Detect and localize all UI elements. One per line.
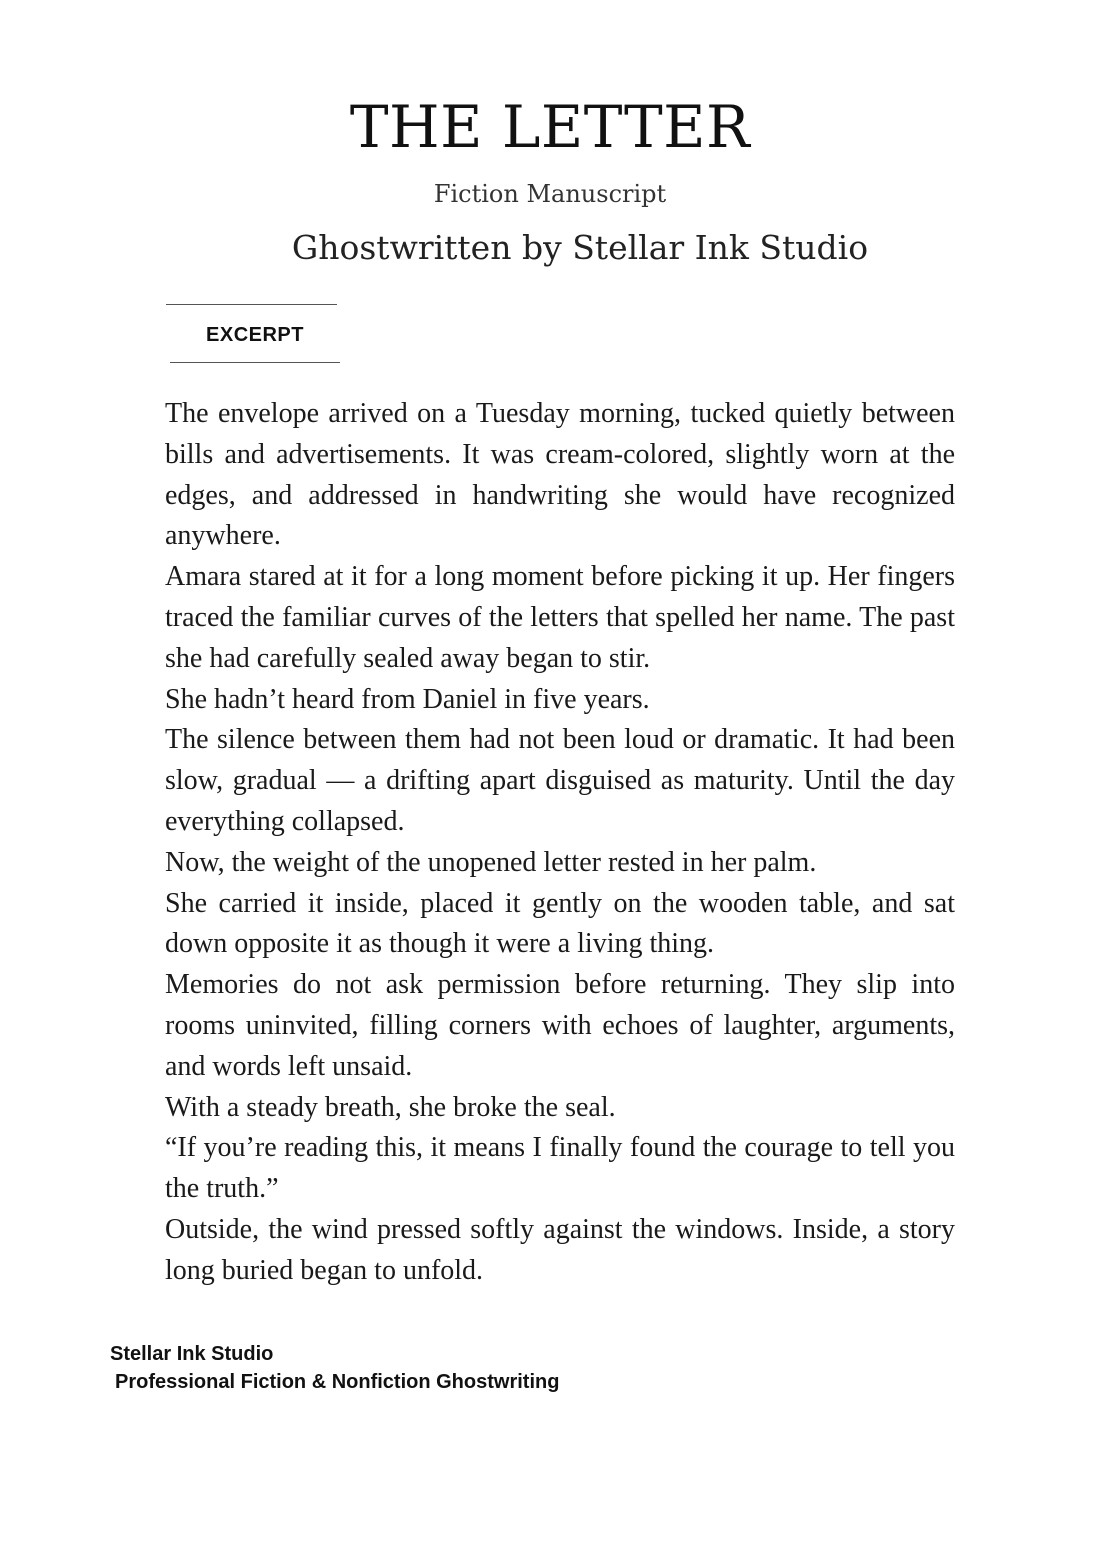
paragraph: Memories do not ask permission before returning. They slip into rooms uninvited, filling corners with echoes of laughter, arguments, and words left unsaid. bbox=[165, 969, 955, 1082]
byline: Ghostwritten by Stellar Ink Studio bbox=[291, 228, 869, 267]
section-divider-bottom bbox=[170, 362, 340, 363]
paragraph: Amara stared at it for a long moment before picking it up. Her fingers traced the familiar curves of the letters that spelled her name. The past she had carefully sealed away began to stir. bbox=[165, 561, 955, 674]
section-divider-top bbox=[166, 304, 337, 305]
excerpt-body bbox=[165, 394, 955, 1292]
footer bbox=[110, 1340, 559, 1396]
paragraph: With a steady breath, she broke the seal. bbox=[165, 1091, 616, 1123]
document-title: THE LETTER bbox=[349, 93, 751, 161]
document-subtitle: Fiction Manuscript bbox=[433, 180, 667, 208]
paragraph: Outside, the wind pressed softly against the windows. Inside, a story long buried began to unfold. bbox=[165, 1213, 955, 1286]
footer-tagline: Professional Fiction & Nonfiction Ghostwriting bbox=[115, 1371, 560, 1393]
paragraph: Now, the weight of the unopened letter rested in her palm. bbox=[165, 846, 817, 878]
paragraph: She carried it inside, placed it gently on the wooden table, and sat down opposite it as though it were a living thing. bbox=[165, 887, 955, 960]
paragraph: She hadn’t heard from Daniel in five years. bbox=[165, 683, 650, 715]
section-label: EXCERPT bbox=[206, 324, 304, 346]
paragraph: The envelope arrived on a Tuesday morning, tucked quietly between bills and advertisements. It was cream-colored, slightly worn at the edges, and addressed in handwriting she would have recognized anywhere. bbox=[165, 398, 955, 552]
paragraph: The silence between them had not been loud or dramatic. It had been slow, gradual — a drifting apart disguised as maturity. Until the day everything collapsed. bbox=[165, 724, 955, 837]
paragraph: “If you’re reading this, it means I finally found the courage to tell you the truth.” bbox=[165, 1132, 955, 1205]
footer-studio-name: Stellar Ink Studio bbox=[110, 1343, 274, 1365]
